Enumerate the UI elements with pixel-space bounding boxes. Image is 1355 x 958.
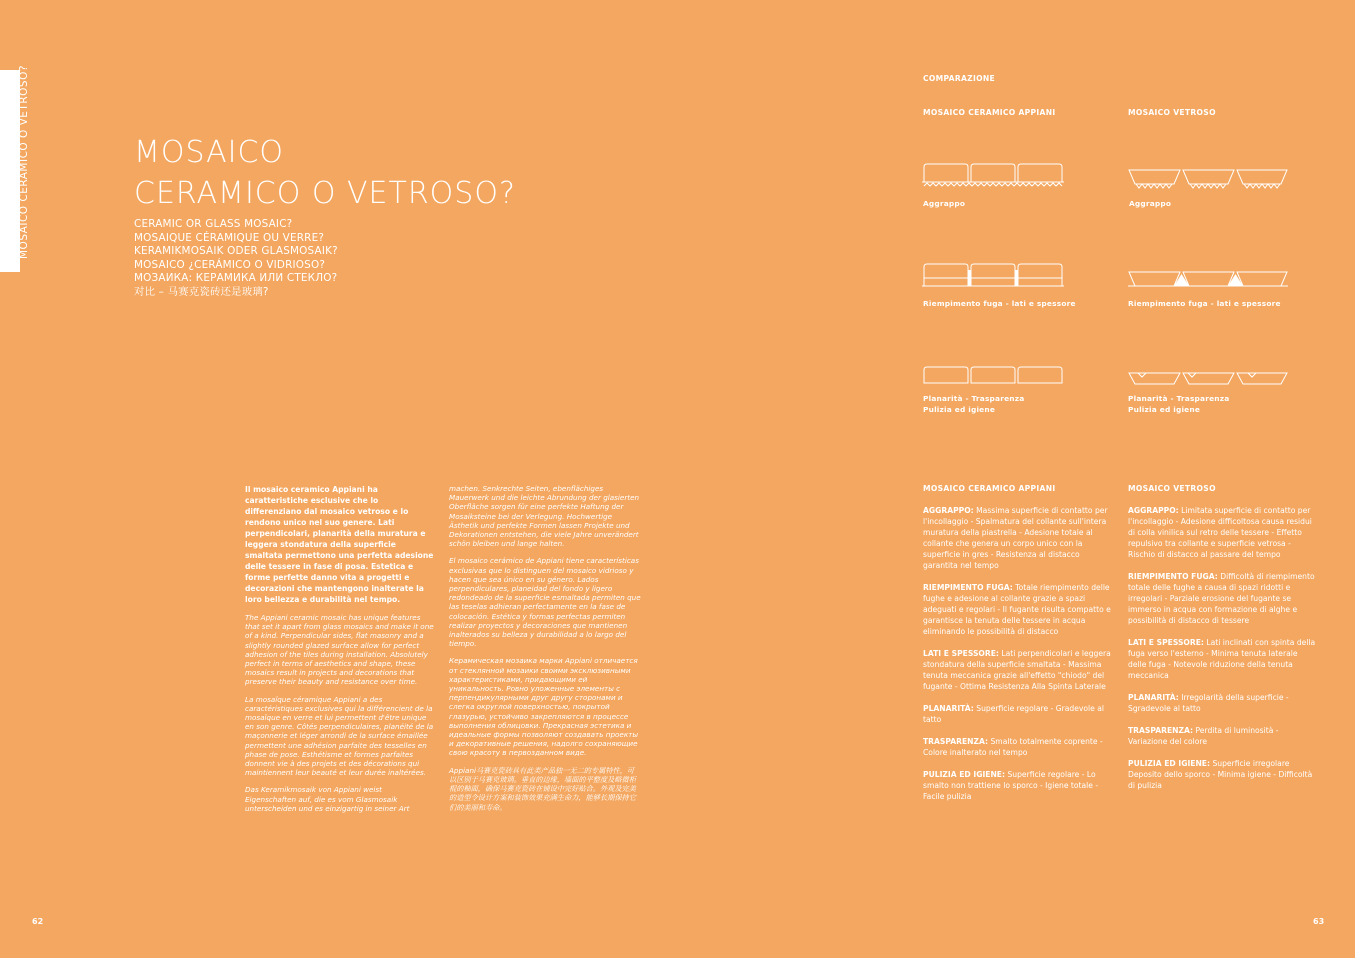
title-line-2: CERAMICO O VETROSO? — [134, 176, 516, 211]
glass-detail-flatness: PLANARITÀ: Irregolarità della superficie - Sgradevole al tatto — [1128, 693, 1289, 713]
ceramic-detail-flatness: PLANARITÀ: Superficie regolare - Gradevole al tatto — [923, 704, 1104, 724]
ceramic-detail-joint: RIEMPIMENTO FUGA: Totale riempimento delle fughe e adesione al collante grazie a spazi adeguati e regolari - Il fugante risulta compatto e garantisce la tenuta delle tessere in acqua eliminando le possibilità di distacco — [923, 583, 1111, 636]
row3-label-glass — [1128, 393, 1229, 415]
glass-detail-cleaning: PULIZIA ED IGIENE: Superficie irregolare Deposito dello sporco - Minima igiene - Difficoltà di pulizia — [1128, 759, 1313, 790]
ceramic-detail-transparency: TRASPARENZA: Smalto totalmente coprente - Colore inalterato nel tempo — [923, 737, 1103, 757]
glass-flatness-illustration — [1128, 370, 1288, 386]
subtitle-zh: 对比 – 马赛克瓷砖还是玻璃? — [134, 285, 269, 298]
glass-detail-transparency: TRASPARENZA: Perdita di luminosità - Variazione del colore — [1128, 726, 1279, 746]
subtitle-en: CERAMIC OR GLASS MOSAIC? — [134, 218, 293, 230]
body-english: The Appiani ceramic mosaic has unique features that set it apart from glass mosaics and make it one of a kind. Perpendicular sides, flat masonry and a slightly rounded glazed surface allow for perfect adhesion of the tiles during installation. Absolutely perfect in terms of aesthetics and shape, these mosaics result in projects and decorations that preserve their beauty and resistance over time. — [245, 613, 434, 687]
ceramic-detail-grip: AGGRAPPO: Massima superficie di contatto per l'incollaggio - Spalmatura del collante sull'intera muratura della piastrella - Adesione totale al collante che genera un corpo unico con la superficie in gres - Resistenza al distacco garantita nel tempo — [923, 506, 1108, 570]
comparison-col-glass: MOSAICO VETROSO — [1128, 108, 1216, 117]
body-spanish: El mosaico cerámico de Appiani tiene características exclusivas que lo distinguen del mosaico vidrioso y hacen que sea único en su género. Lados perpendiculares, planeidad del fondo y ligero redondeado de la superficie esmaltada permiten que las teselas adhieran perfectamente en la fase de colocación. Estética y formas perfectas permiten realizar proyectos y decoraciones que mantienen inalterados su belleza y durabilidad a lo largo del tiempo. — [449, 556, 641, 649]
row1-label-glass: Aggrappo — [1129, 199, 1172, 208]
ceramic-details — [923, 483, 1113, 813]
glass-grip-illustration — [1128, 164, 1288, 190]
row2-label-ceramic: Riempimento fuga - lati e spessore — [923, 299, 1076, 308]
title-line-1: MOSAICO — [134, 135, 285, 170]
body-german-end: machen. Senkrechte Seiten, ebenflächiges Mauerwerk und die leichte Abrundung der glasierten Oberfläche sorgen für eine perfekte Haftung der Mosaiksteine bei der Verlegung. Hochwertige Ästhetik und perfekte Formen lassen Projekte und Dekorationen entstehen, die viele Jahre unverändert schön bleiben und lange halten. — [449, 484, 640, 549]
page-title — [134, 132, 554, 214]
body-russian: Керамическая мозаика марки Appiani отличается от стеклянной мозаики своими эксклюзивными характеристиками, придающими ей уникальность. Ровно уложенные элементы с перпендикулярными друг другу сторонами и слегка округлой поверхностью, покрытой глазурью, устойчиво закрепляются в процессе выполнения облицовки. Прекрасная эстетика и идеальные формы позволяют создавать проекты и декоративные решения, надолго сохраняющие свою красоту в первозданном виде. — [449, 656, 639, 758]
ceramic-detail-cleaning: PULIZIA ED IGIENE: Superficie regolare - Lo smalto non trattiene lo sporco - Igiene totale - Facile pulizia — [923, 770, 1099, 801]
row2-label-glass: Riempimento fuga - lati e spessore — [1128, 299, 1281, 308]
body-french: La mosaïque céramique Appiani a des caractéristiques exclusives qui la différencient de la mosaïque en verre et lui permettent d'être unique en son genre. Côtés perpendiculaires, planéité de la maçonnerie et léger arrondi de la surface émaillée permettent une adhésion parfaite des tesselles en phase de pose. Esthétisme et formes parfaites donnent vie à des projets et des décorations qui maintiennent leur beauté et leur durée inaltérées. — [245, 694, 434, 778]
glass-detail-grip: AGGRAPPO: Limitata superficie di contatto per l'incollaggio - Adesione difficoltosa causa residui di colla vinilica sul retro delle tessere - Effetto repulsivo tra collante e superficie vetrosa - Rischio di distacco al passare del tempo — [1128, 506, 1312, 559]
glass-details — [1128, 483, 1318, 802]
row1-label-ceramic: Aggrappo — [923, 199, 966, 208]
ceramic-grip-illustration — [922, 162, 1065, 190]
row3-label-glass-a: Planarità - Trasparenza — [1128, 394, 1230, 403]
subtitles — [134, 218, 434, 300]
comparison-col-ceramic: MOSAICO CERAMICO APPIANI — [923, 108, 1056, 117]
ceramic-detail-sides: LATI E SPESSORE: Lati perpendicolari e leggera stondatura della superficie smaltata - Massima tenuta meccanica grazie all'effetto "chiodo" del fugante - Ottima Resistenza Alla Spinta Laterale — [923, 649, 1111, 691]
body-italian: Il mosaico ceramico Appiani ha caratteristiche esclusive che lo differenziano dal mosaico vetroso e lo rendono unico nel suo genere. Lati perpendicolari, planarità della muratura e leggera stondatura della superficie smaltata permettono una perfetta adesione delle tessere in fase di posa. Estetica e forme perfette danno vita a progetti e decorazioni che mantengono inalterate la loro bellezza e durabilità nel tempo. — [245, 485, 434, 604]
row3-label-ceramic-b: Pulizia ed igiene — [923, 405, 996, 414]
glass-joint-illustration — [1128, 264, 1288, 290]
ceramic-details-title: MOSAICO CERAMICO APPIANI — [923, 484, 1056, 493]
glass-detail-sides: LATI E SPESSORE: Lati inclinati con spinta della fuga verso l'esterno - Minima tenuta laterale delle fuga - Notevole riduzione della tenuta meccanica — [1128, 638, 1316, 680]
body-chinese: Appiani马赛克瓷砖具有此类产品独一无二的专属特性，可以区别于马赛克玻璃。垂直的边缘，墙面的平整度及略微柜棍的釉面，确保马赛克瓷砖在铺设中完好贴合。外观及完美的造型令设计方案和装饰效果充满生命力，能够长期保持它们的美丽和寿命。 — [449, 765, 636, 812]
glass-detail-joint: RIEMPIMENTO FUGA: Difficoltà di riempimento totale delle fughe a causa di spazi ridotti e irregolari - Parziale erosione del fugante se immerso in acqua con formazione di alghe e possibilità di distacco di tessere — [1128, 572, 1315, 625]
ceramic-flatness-illustration — [922, 365, 1065, 387]
body-column-2 — [449, 484, 641, 820]
row3-label-ceramic — [923, 393, 1024, 415]
glass-details-title: MOSAICO VETROSO — [1128, 484, 1216, 493]
side-tab-label: MOSAICO CERAMICO O VETROSO? — [18, 65, 30, 259]
row3-label-glass-b: Pulizia ed igiene — [1128, 405, 1201, 414]
subtitle-es: MOSAICO ¿CERÁMICO O VIDRIOSO? — [134, 258, 326, 271]
body-german-start: Das Keramikmosaik von Appiani weist Eigenschaften auf, die es vom Glasmosaik unterscheiden und es einzigartig in seiner Art — [245, 785, 410, 813]
subtitle-fr: MOSAIQUE CÉRAMIQUE OU VERRE? — [134, 231, 325, 244]
page-number-left: 62 — [32, 917, 44, 926]
side-tab — [0, 70, 20, 272]
ceramic-joint-illustration — [922, 262, 1065, 290]
row3-label-ceramic-a: Planarità - Trasparenza — [923, 394, 1025, 403]
page-number-right: 63 — [1313, 917, 1325, 926]
subtitle-ru: МОЗАИКА: КЕРАМИКА ИЛИ СТЕКЛО? — [134, 272, 338, 285]
body-column-1 — [245, 484, 435, 821]
comparison-heading: COMPARAZIONE — [923, 74, 995, 83]
subtitle-de: KERAMIKMOSAIK ODER GLASMOSAIK? — [134, 245, 338, 258]
